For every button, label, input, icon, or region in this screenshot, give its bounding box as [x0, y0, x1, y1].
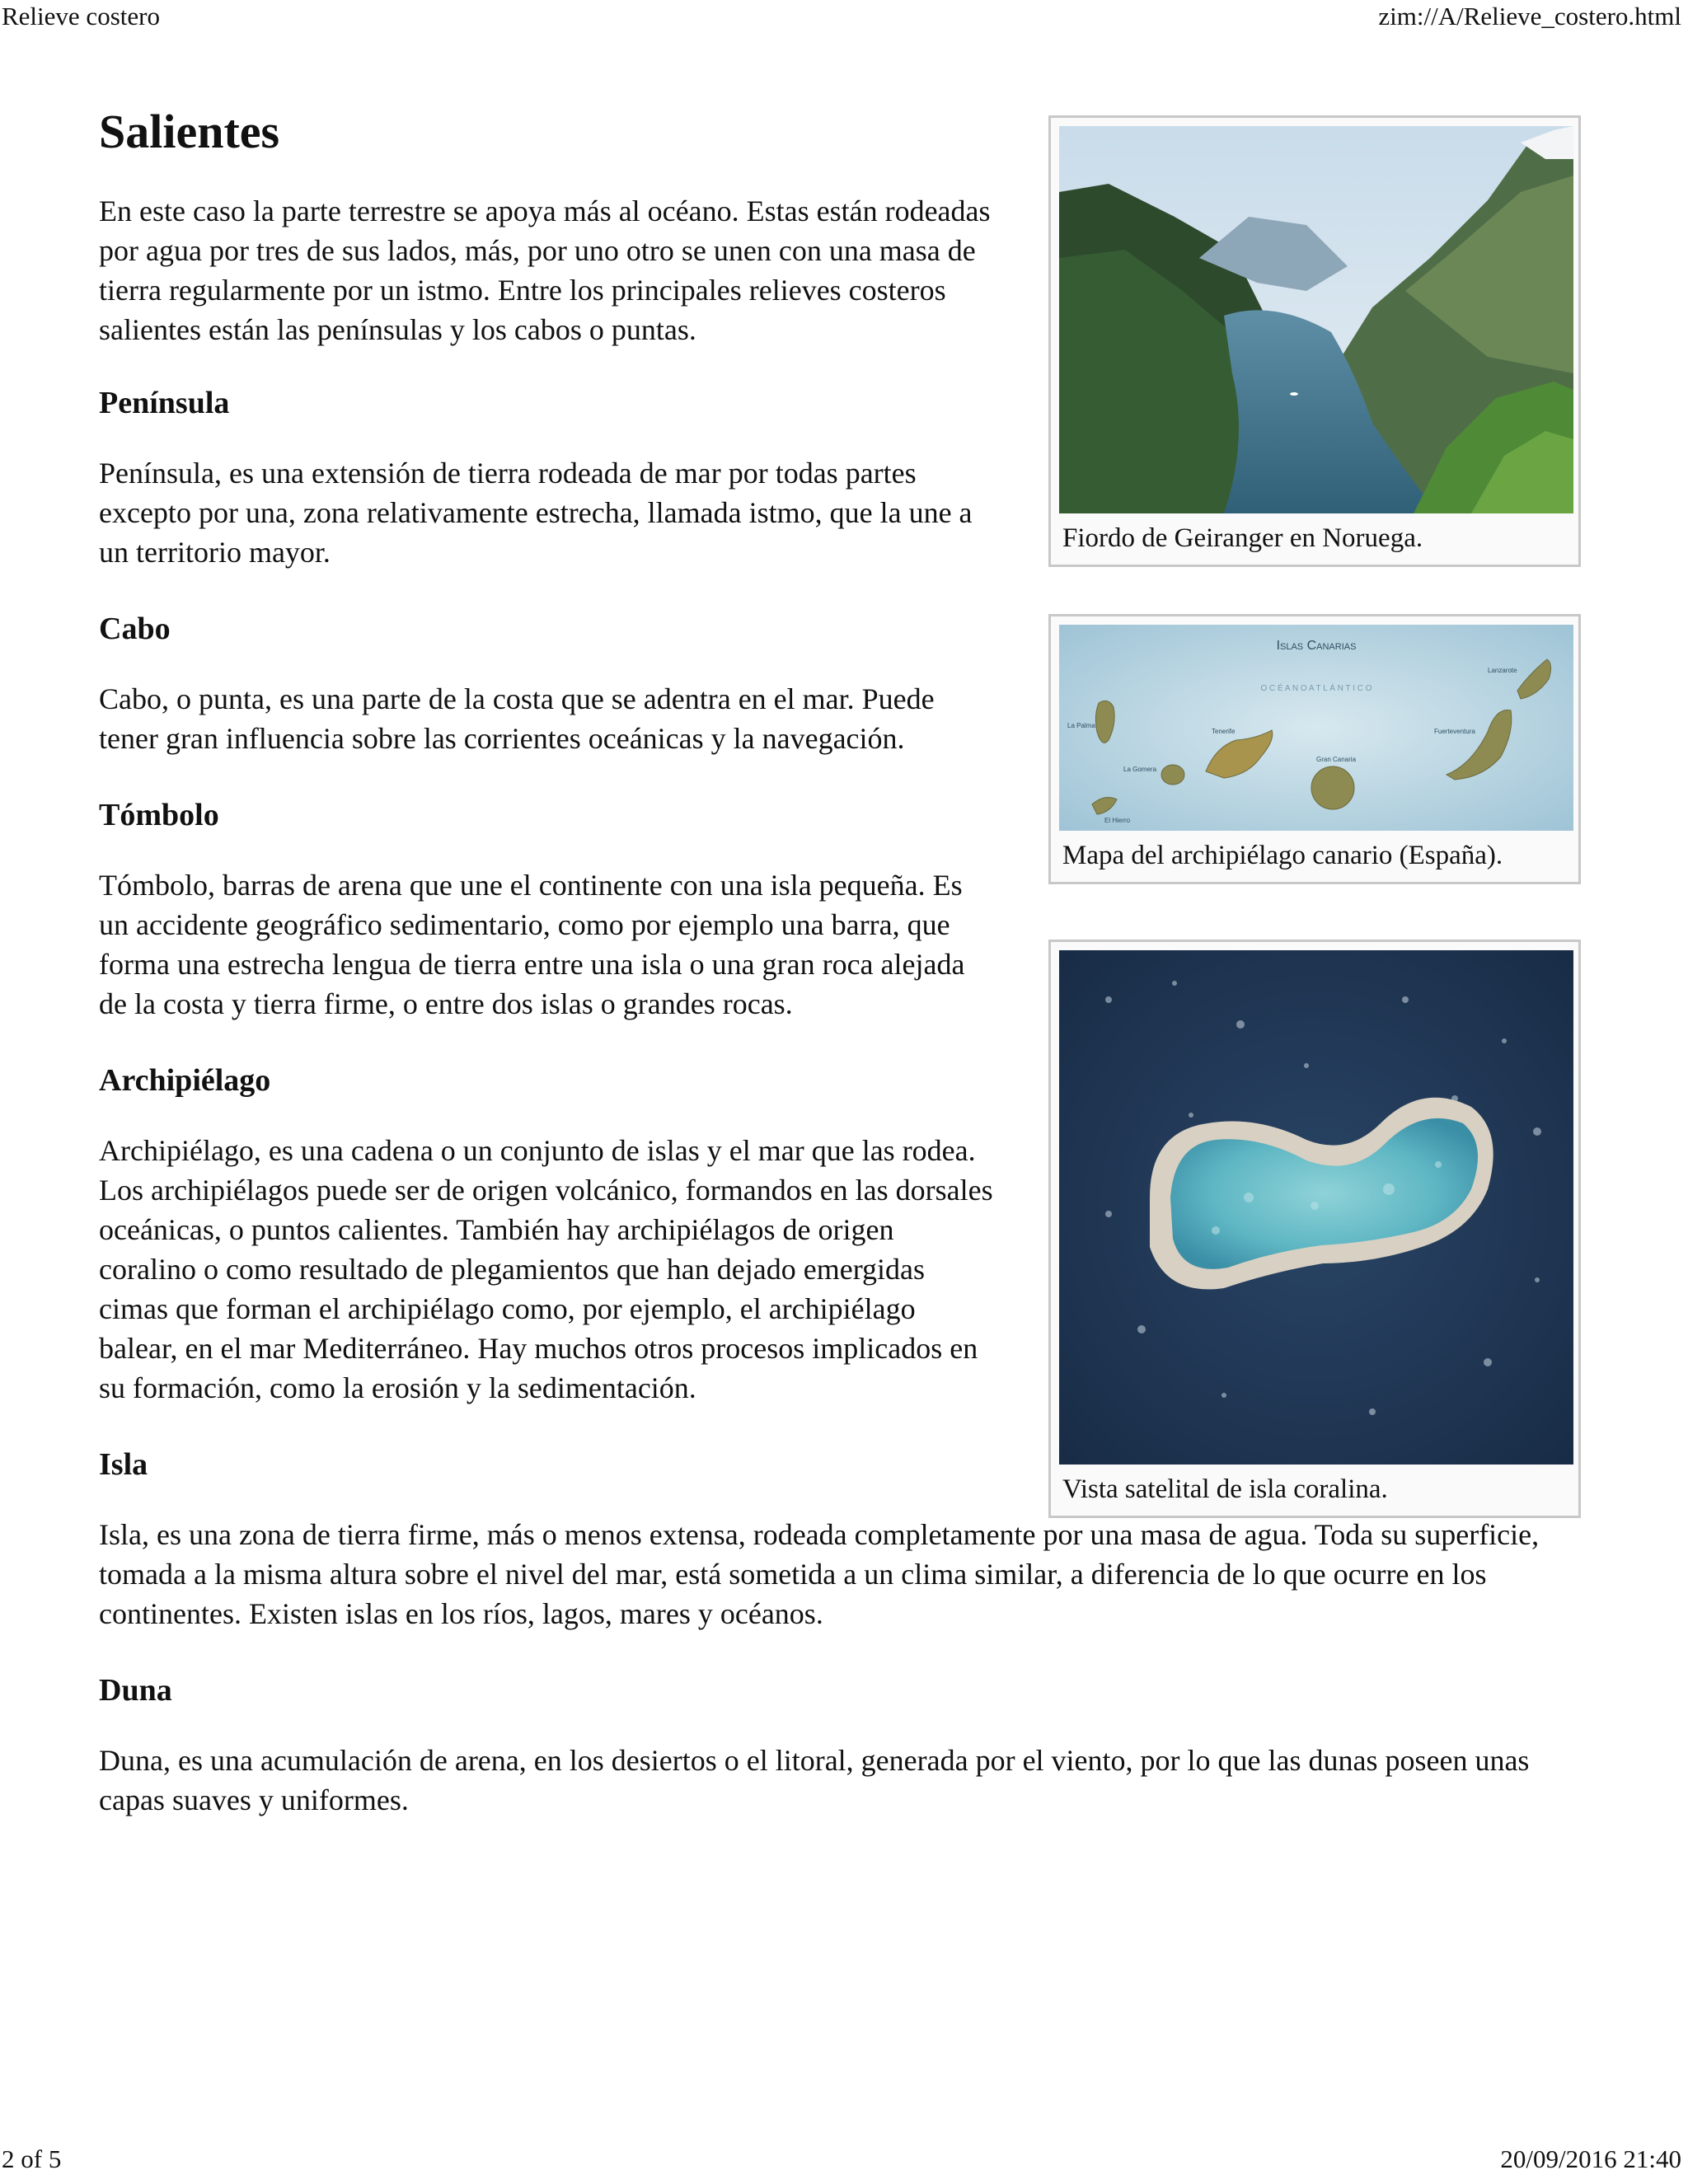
- paragraph-isla: Isla, es una zona de tierra firme, más o menos extensa, rodeada completamente por una masa de agua. Toda su superficie, tomada a la misma altura sobre el nivel del mar, está sometida a un clima similar, a diferencia de lo que ocurre en los continentes. Existen islas en los ríos, lagos, mares y océanos.: [99, 1518, 1540, 1630]
- figure-atoll: [1048, 940, 1581, 1518]
- paragraph-peninsula: Península, es una extensión de tierra rodeada de mar por todas partes excepto por una, zona relativamente estrecha, llamada istmo, que la une a un territorio mayor.: [99, 457, 973, 569]
- label-tenerife: Tenerife: [1212, 728, 1236, 735]
- figure-fjord: [1048, 115, 1581, 567]
- map-title: Islas Canarias: [1276, 639, 1357, 653]
- print-footer-page-number: 2 of 5: [2, 2144, 62, 2173]
- label-lanzarote: Lanzarote: [1488, 667, 1517, 674]
- island-la-gomera: [1161, 765, 1184, 785]
- paragraph-tombolo: Tómbolo, barras de arena que une el continente con una isla pequeña. Es un accidente geográfico sedimentario, como por ejemplo una barra, que forma una estrecha lengua de tierra entre una isla o una gran roca alejada de la costa y tierra firme, o entre dos islas o grandes rocas.: [99, 869, 965, 1020]
- intro-paragraph: En este caso la parte terrestre se apoya más al océano. Estas están rodeadas por agua por tres de sus lados, más, por uno otro se unen con una masa de tierra regularmente por un istmo. Entre los principales relieves costeros salientes están las penínsulas y los cabos o puntas.: [99, 194, 991, 346]
- label-el-hierro: El Hierro: [1104, 817, 1131, 824]
- caption-canary-map: Mapa del archipiélago canario (España).: [1062, 841, 1503, 870]
- print-footer-datetime: 20/09/2016 21:40: [1500, 2144, 1681, 2173]
- figure-canary-map: [1048, 614, 1581, 884]
- label-fuerteventura: Fuerteventura: [1434, 728, 1475, 735]
- paragraph-duna: Duna, es una acumulación de arena, en los desiertos o el litoral, generada por el viento, por lo que las dunas poseen unas capas suaves y uniformes.: [99, 1744, 1530, 1816]
- caption-atoll: Vista satelital de isla coralina.: [1062, 1474, 1388, 1504]
- heading-isla: Isla: [99, 1447, 148, 1482]
- heading-archipielago: Archipiélago: [99, 1063, 271, 1098]
- label-la-gomera: La Gomera: [1123, 766, 1157, 773]
- map-ocean-label: O C É A N O A T L Á N T I C O: [1260, 684, 1372, 693]
- caption-fjord: Fiordo de Geiranger en Noruega.: [1062, 523, 1423, 553]
- island-gran-canaria: [1311, 766, 1354, 809]
- paragraph-archipielago: Archipiélago, es una cadena o un conjunto de islas y el mar que las rodea. Los archipiélagos puede ser de origen volcánico, formandos en las dorsales oceánicas, o puntos calientes. También hay archipiélagos de origen coralino o como resultado de plegamientos que han dejado emergidas cimas que forman el archipiélago como, por ejemplo, el archipiélago balear, en el mar Mediterráneo. Hay muchos otros procesos implicados en su formación, como la erosión y la sedimentación.: [99, 1134, 993, 1404]
- fjord-photo: [1059, 126, 1573, 513]
- heading-cabo: Cabo: [99, 612, 171, 646]
- label-gran-canaria: Gran Canaria: [1316, 756, 1357, 763]
- paragraph-cabo: Cabo, o punta, es una parte de la costa que se adentra en el mar. Puede tener gran influencia sobre las corrientes oceánicas y la navegación.: [99, 682, 935, 755]
- canary-islands-map: [1059, 625, 1573, 831]
- page-title: Salientes: [99, 105, 280, 158]
- print-header-url: zim://A/Relieve_costero.html: [1378, 2, 1681, 30]
- label-la-palma: La Palma: [1067, 722, 1095, 729]
- heading-duna: Duna: [99, 1673, 172, 1708]
- heading-peninsula: Península: [99, 386, 230, 420]
- atoll-satellite-photo: [1059, 950, 1573, 1465]
- print-header-title: Relieve costero: [2, 2, 160, 30]
- heading-tombolo: Tómbolo: [99, 798, 219, 832]
